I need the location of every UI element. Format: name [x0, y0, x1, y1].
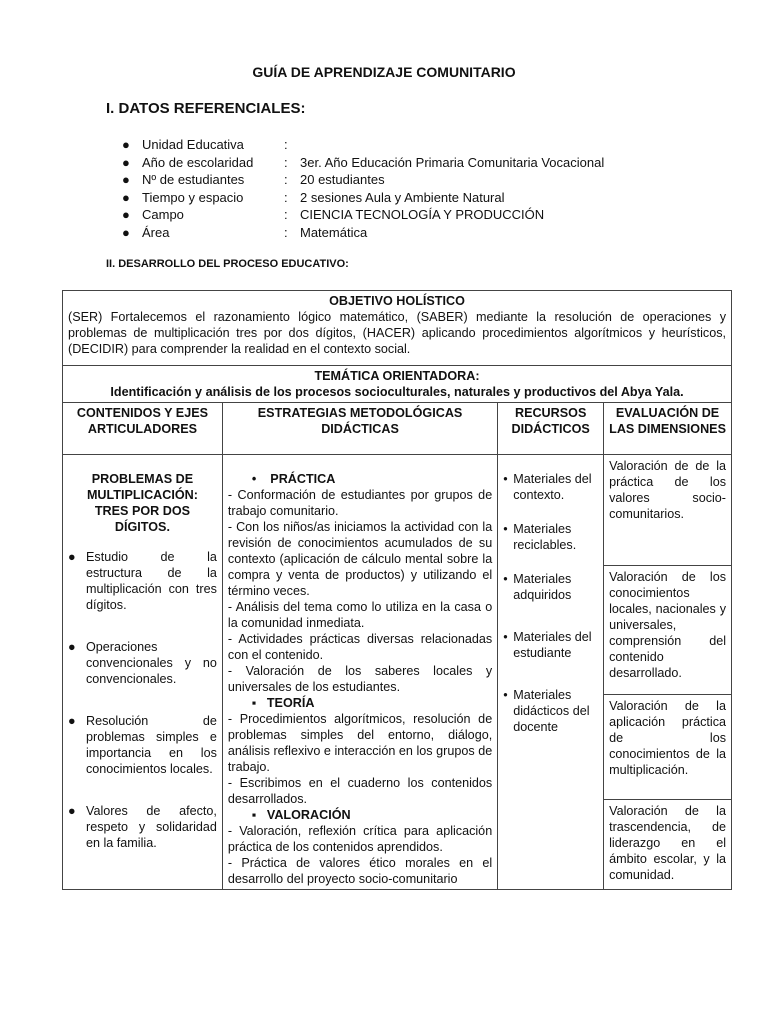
- tematica-cell: [63, 366, 732, 403]
- tematica-text: Identificación y análisis de los procesos socioculturales, naturales y productivos del Abya Yala.: [110, 385, 684, 399]
- bullet-icon: ●: [68, 640, 76, 654]
- bullet-icon: ●: [122, 172, 130, 188]
- practica-line: - Con los niños/as iniciamos la actividad con la revisión de conocimientos acumulados de su contexto (aplicación de cálculo mental sobre la compra y venta de productos) y utilizando el término veces.: [227, 520, 493, 598]
- bullet-icon: •: [251, 472, 271, 486]
- bullet-icon: ●: [122, 154, 130, 170]
- datos-value: CIENCIA TECNOLOGÍA Y PRODUCCIÓN: [300, 207, 545, 223]
- recurso-text: Materiales adquiridos: [513, 572, 572, 602]
- practica-line: - Actividades prácticas diversas relacionadas con el contenido.: [227, 632, 493, 662]
- list-item: [503, 521, 598, 553]
- datos-colon: :: [284, 189, 288, 205]
- recurso-text: Materiales reciclables.: [513, 522, 577, 552]
- contenido-text: Resolución de problemas simples e importancia en los conocimientos locales.: [86, 714, 217, 776]
- objetivo-text: (SER) Fortalecemos el razonamiento lógico matemático, (SABER) mediante la resolución de operaciones y problemas de multiplicación tres por dos dígitos, (HACER) aplicando procedimientos algorítmicos y heurísticos, (DECIDIR) para comprender la realidad en el contexto social.: [68, 310, 726, 356]
- bullet-icon: ●: [122, 189, 130, 205]
- list-item: [68, 549, 217, 613]
- datos-value: 2 sesiones Aula y Ambiente Natural: [300, 189, 505, 205]
- evaluacion-item: Valoración de la trascendencia, de liderazgo en el ámbito escolar, y la comunidad.: [609, 804, 726, 882]
- datos-colon: :: [284, 154, 288, 170]
- list-item: [503, 687, 598, 735]
- doc-title: GUÍA DE APRENDIZAJE COMUNITARIO: [252, 64, 516, 80]
- teoria-line: - Procedimientos algorítmicos, resolución de problemas simples del entorno, diálogo, análisis reflexivo e interacción en los grupos de trabajo.: [227, 712, 493, 774]
- datos-value: Matemática: [300, 224, 368, 240]
- datos-colon: :: [284, 172, 288, 188]
- datos-label: Campo: [142, 207, 184, 223]
- bullet-icon: •: [503, 572, 508, 586]
- objetivo-cell: [63, 291, 732, 366]
- evaluacion-item: Valoración de la aplicación práctica de los conocimientos de la multiplicación.: [604, 695, 731, 800]
- practica-line: - Conformación de estudiantes por grupos de trabajo comunitario.: [227, 488, 493, 518]
- contenidos-cell: [63, 455, 223, 890]
- valoracion-line: - Práctica de valores ético morales en el desarrollo del proyecto socio-comunitario: [227, 856, 493, 886]
- bullet-icon: •: [503, 472, 508, 486]
- datos-row: [122, 206, 604, 224]
- datos-row: [122, 136, 604, 154]
- practica-line: - Análisis del tema como lo utiliza en la casa o la comunidad inmediata.: [227, 600, 493, 630]
- recursos-cell: [498, 455, 604, 890]
- square-bullet-icon: ▪: [251, 808, 267, 822]
- valoracion-line: - Valoración, reflexión crítica para aplicación práctica de los contenidos aprendidos.: [227, 824, 493, 854]
- objetivo-title: OBJETIVO HOLÍSTICO: [329, 294, 465, 308]
- datos-value: 20 estudiantes: [300, 172, 385, 188]
- bullet-icon: •: [503, 630, 508, 644]
- recurso-text: Materiales didácticos del docente: [513, 688, 590, 734]
- header-estrategias: ESTRATEGIAS METODOLÓGICAS DIDÁCTICAS: [222, 403, 497, 455]
- header-evaluacion: EVALUACIÓN DE LAS DIMENSIONES: [604, 403, 732, 455]
- datos-label: Año de escolaridad: [142, 154, 254, 170]
- datos-row: [122, 154, 604, 172]
- header-recursos: RECURSOS DIDÁCTICOS: [498, 403, 604, 455]
- datos-row: [122, 189, 604, 207]
- bullet-icon: ●: [68, 804, 76, 818]
- bullet-icon: ●: [68, 550, 76, 564]
- section-desarrollo: II. DESARROLLO DEL PROCESO EDUCATIVO:: [106, 258, 349, 270]
- header-contenidos: CONTENIDOS Y EJES ARTICULADORES: [63, 403, 223, 455]
- bullet-icon: ●: [68, 714, 76, 728]
- bullet-icon: ●: [122, 207, 130, 223]
- evaluacion-item: Valoración de de la práctica de los valores socio-comunitarios.: [604, 455, 731, 566]
- datos-label: Área: [142, 224, 170, 240]
- list-item: [68, 803, 217, 851]
- datos-list: [122, 136, 604, 242]
- evaluacion-cell: [604, 455, 732, 890]
- practica-line: - Valoración de los saberes locales y universales de los estudiantes.: [227, 664, 493, 694]
- plan-table: [62, 290, 732, 890]
- square-bullet-icon: ▪: [251, 696, 267, 710]
- recurso-text: Materiales del contexto.: [513, 472, 592, 502]
- practica-heading: [228, 471, 492, 487]
- evaluacion-item: Valoración de los conocimientos locales, nacionales y universales, comprensión del contenido desarrollado.: [604, 566, 731, 695]
- teoria-line: - Escribimos en el cuaderno los contenidos desarrollados.: [227, 776, 493, 806]
- datos-label: Nº de estudiantes: [142, 172, 245, 188]
- valoracion-title: VALORACIÓN: [266, 808, 351, 822]
- datos-colon: :: [284, 224, 288, 240]
- list-item: [503, 471, 598, 503]
- contenido-text: Operaciones convencionales y no convencionales.: [86, 640, 217, 686]
- estrategias-cell: [222, 455, 497, 890]
- list-item: [68, 639, 217, 687]
- teoria-heading: [228, 695, 492, 711]
- teoria-title: TEORÍA: [266, 696, 315, 710]
- bullet-icon: ●: [122, 224, 130, 240]
- section-datos-referenciales: I. DATOS REFERENCIALES:: [106, 100, 306, 117]
- datos-row: [122, 171, 604, 189]
- list-item: [503, 629, 598, 661]
- bullet-icon: •: [503, 522, 508, 536]
- tematica-title: TEMÁTICA ORIENTADORA:: [314, 369, 480, 383]
- datos-value: 3er. Año Educación Primaria Comunitaria Vocacional: [300, 154, 605, 170]
- practica-title: PRÁCTICA: [270, 472, 336, 486]
- datos-row: [122, 224, 604, 242]
- datos-label: Unidad Educativa: [142, 137, 244, 152]
- contenido-text: Valores de afecto, respeto y solidaridad en la familia.: [86, 804, 217, 850]
- list-item: [503, 571, 598, 603]
- contenidos-title: PROBLEMAS DE MULTIPLICACIÓN: TRES POR DOS DÍGITOS.: [86, 472, 198, 534]
- bullet-icon: ●: [122, 137, 130, 152]
- valoracion-heading: [228, 807, 492, 823]
- datos-colon: :: [284, 207, 288, 223]
- bullet-icon: •: [503, 688, 508, 702]
- list-item: [68, 713, 217, 777]
- contenido-text: Estudio de la estructura de la multiplicación con tres dígitos.: [86, 550, 217, 612]
- datos-label: Tiempo y espacio: [142, 189, 244, 205]
- recurso-text: Materiales del estudiante: [513, 630, 592, 660]
- datos-colon: :: [284, 137, 288, 152]
